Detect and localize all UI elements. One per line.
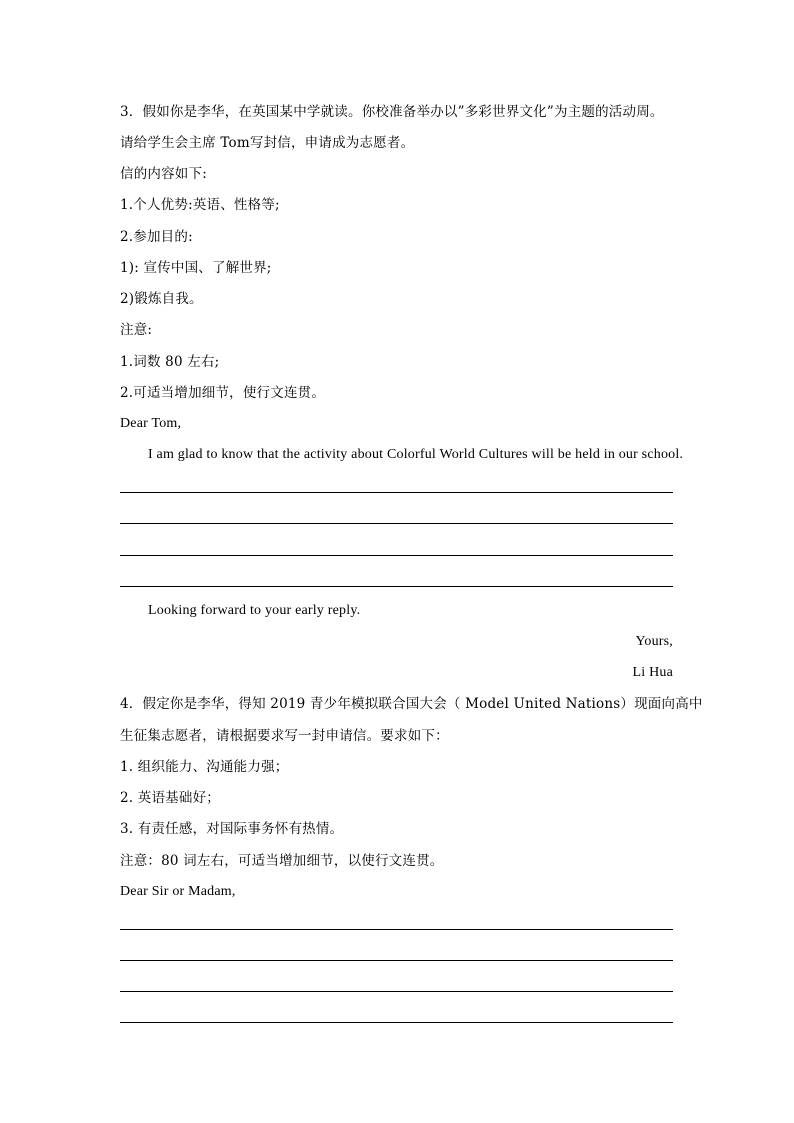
q4-note: 注意：80 词左右，可适当增加细节，以使行文连贯。 <box>120 853 444 869</box>
q3-signature: Li Hua <box>632 665 673 680</box>
q4-title-line2: 生征集志愿者，请根据要求写一封申请信。要求如下： <box>120 728 449 744</box>
q3-content-intro: 信的内容如下: <box>120 166 207 182</box>
q3-title-line2: 请给学生会主席 Tom写封信，申请成为志愿者。 <box>120 135 415 151</box>
q3-closing-sentence: Looking forward to your early reply. <box>148 603 361 618</box>
q4-writing-line-2[interactable] <box>120 960 673 961</box>
q3-note-2: 2.可适当增加细节，使行文连贯。 <box>120 385 326 401</box>
q3-item-1: 1.个人优势:英语、性格等; <box>120 197 280 213</box>
q3-item-2: 2.参加目的: <box>120 229 193 245</box>
q3-item-2-1: 1): 宣传中国、了解世界; <box>120 260 272 276</box>
q3-writing-line-4[interactable] <box>120 586 673 587</box>
q3-item-2-2: 2)锻炼自我。 <box>120 291 203 307</box>
q4-writing-line-4[interactable] <box>120 1022 673 1023</box>
q3-writing-line-3[interactable] <box>120 555 673 556</box>
q4-writing-line-1[interactable] <box>120 929 673 930</box>
q3-signoff: Yours, <box>635 634 673 649</box>
q4-title-line1: 4．假定你是李华，得知 2019 青少年模拟联合国大会（ Model United Nations）现面向高中 <box>120 696 703 712</box>
q3-writing-line-1[interactable] <box>120 492 673 493</box>
q4-writing-line-3[interactable] <box>120 991 673 992</box>
q3-note-label: 注意: <box>120 322 153 338</box>
q4-requirement-2: 2. 英语基础好； <box>120 790 220 806</box>
q4-requirement-3: 3. 有责任感，对国际事务怀有热情。 <box>120 821 344 837</box>
q3-salutation: Dear Tom, <box>120 416 182 431</box>
q4-salutation: Dear Sir or Madam, <box>120 884 236 899</box>
q4-requirement-1: 1. 组织能力、沟通能力强； <box>120 759 289 775</box>
q3-writing-line-2[interactable] <box>120 523 673 524</box>
q3-note-1: 1.词数 80 左右; <box>120 354 220 370</box>
q3-opening-sentence: I am glad to know that the activity about Colorful World Cultures will be held in our school. <box>148 447 684 462</box>
q3-title-line1: 3．假如你是李华，在英国某中学就读。你校准备举办以”多彩世界文化”为主题的活动周。 <box>120 104 664 120</box>
